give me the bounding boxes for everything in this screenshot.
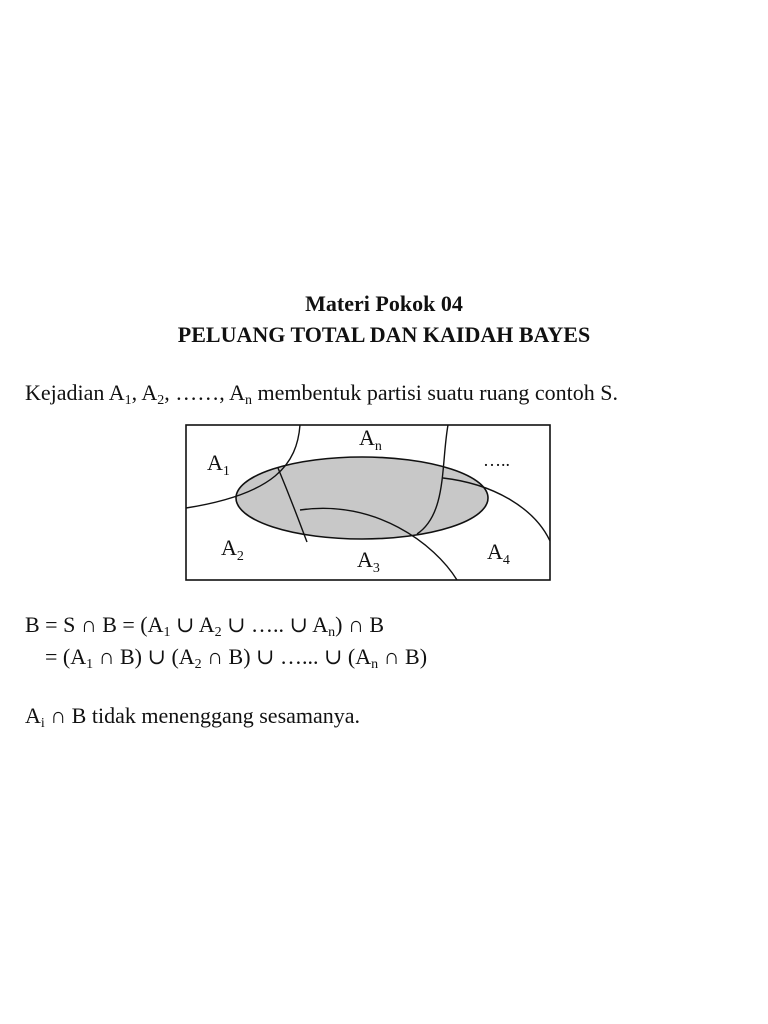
text-run: ∩ B) ∪ …... ∪ (A: [201, 644, 372, 669]
text-run: = (A: [45, 644, 87, 669]
text-run: membentuk partisi suatu ruang contoh S.: [251, 380, 618, 405]
subscript: 1: [163, 625, 171, 640]
subscript: 2: [194, 657, 202, 672]
subscript: 1: [124, 393, 132, 408]
partition-statement: [25, 380, 618, 406]
label-a4: $A_4$: [487, 539, 510, 568]
text-run: ) ∩ B: [335, 612, 385, 637]
subscript: n: [244, 393, 252, 408]
label-a2: $A_2$: [221, 535, 244, 564]
event-b-ellipse: [236, 457, 488, 539]
subscript: n: [371, 657, 379, 672]
text-run: , A: [131, 380, 158, 405]
text-run: Kejadian A: [25, 380, 125, 405]
label-an: $A_n$: [359, 425, 382, 454]
equation-line-1: [25, 612, 384, 638]
equation-line-2: [45, 644, 427, 670]
subscript: i: [40, 716, 45, 731]
title-block: [0, 288, 768, 350]
text-run: A: [25, 703, 41, 728]
subscript: 2: [157, 393, 165, 408]
label-a3: $A_3$: [357, 547, 380, 576]
text-run: ∩ B): [378, 644, 428, 669]
disjoint-note: [25, 703, 360, 729]
partition-venn-diagram: [185, 424, 552, 582]
text-run: B = S ∩ B = (A: [25, 612, 164, 637]
subscript: 1: [86, 657, 94, 672]
subscript: 2: [214, 625, 222, 640]
label-a1: $A_1$: [207, 450, 230, 479]
text-run: ∪ ….. ∪ A: [221, 612, 329, 637]
page-subtitle: PELUANG TOTAL DAN KAIDAH BAYES: [177, 322, 591, 347]
text-run: ∪ A: [170, 612, 215, 637]
subscript: n: [328, 625, 336, 640]
page-title: Materi Pokok 04: [305, 291, 463, 316]
text-run: ∩ B tidak menenggang sesamanya.: [44, 703, 361, 728]
label-more-partitions: …..: [483, 450, 510, 470]
text-run: ∩ B) ∪ (A: [93, 644, 195, 669]
text-run: , ……, A: [164, 380, 245, 405]
